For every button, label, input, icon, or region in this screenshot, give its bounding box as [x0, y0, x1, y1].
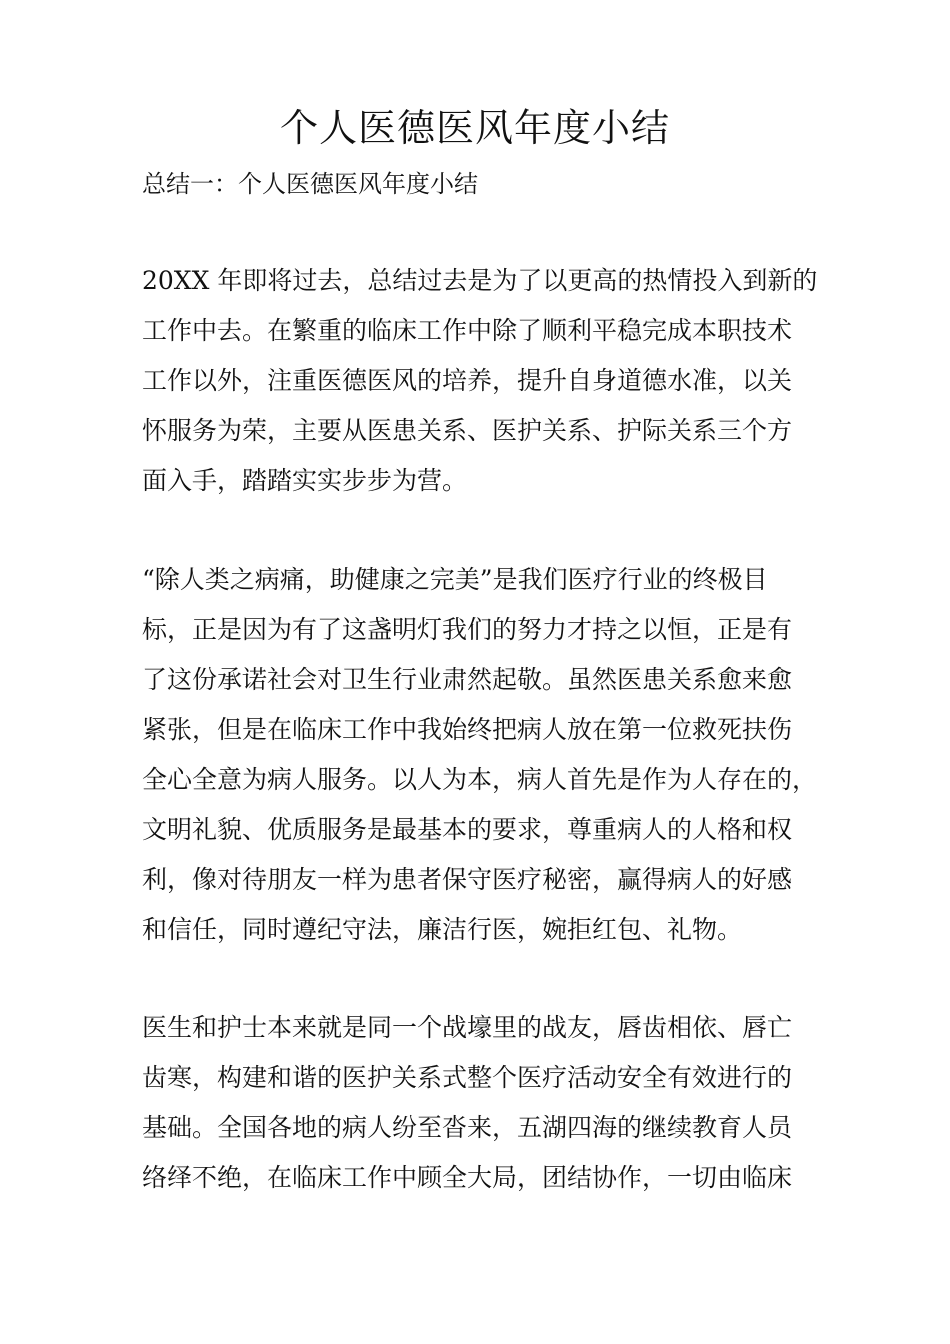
paragraph-1: [142, 256, 832, 506]
paragraph-line: 齿寒，构建和谐的医护关系式整个医疗活动安全有效进行的: [142, 1063, 793, 1092]
paragraph-line: 工作中去。在繁重的临床工作中除了顺利平稳完成本职技术: [142, 316, 793, 345]
paragraph-line: 络绎不绝，在临床工作中顾全大局，团结协作，一切由临床: [142, 1163, 793, 1192]
paragraph-line: 和信任，同时遵纪守法，廉洁行医，婉拒红包、礼物。: [142, 915, 743, 944]
document-title: 个人医德医风年度小结: [279, 106, 670, 150]
paragraph-line: “除人类之病痛，助健康之完美”是我们医疗行业的终极目: [142, 565, 768, 594]
paragraph-line: 全心全意为病人服务。以人为本，病人首先是作为人存在的，: [142, 765, 818, 794]
paragraph-line: 基础。全国各地的病人纷至沓来，五湖四海的继续教育人员: [142, 1113, 793, 1142]
paragraph-line: 了这份承诺社会对卫生行业肃然起敬。虽然医患关系愈来愈: [142, 665, 793, 694]
paragraph-2: [142, 555, 832, 955]
paragraph-line: 20XX 年即将过去，总结过去是为了以更高的热情投入到新的: [142, 266, 818, 295]
paragraph-line: 紧张，但是在临床工作中我始终把病人放在第一位救死扶伤: [142, 715, 793, 744]
paragraph-line: 医生和护士本来就是同一个战壕里的战友，唇齿相依、唇亡: [142, 1013, 793, 1042]
paragraph-line: 工作以外，注重医德医风的培养，提升自身道德水准，以关: [142, 366, 793, 395]
paragraph-line: 怀服务为荣，主要从医患关系、医护关系、护际关系三个方: [142, 416, 793, 445]
paragraph-line: 标，正是因为有了这盏明灯我们的努力才持之以恒，正是有: [142, 615, 793, 644]
paragraph-3: [142, 1003, 832, 1203]
paragraph-line: 面入手，踏踏实实步步为营。: [142, 466, 468, 495]
paragraph-line: 利，像对待朋友一样为患者保守医疗秘密，赢得病人的好感: [142, 865, 793, 894]
document-subtitle: 总结一：个人医德医风年度小结: [142, 170, 478, 198]
paragraph-line: 文明礼貌、优质服务是最基本的要求，尊重病人的人格和权: [142, 815, 793, 844]
